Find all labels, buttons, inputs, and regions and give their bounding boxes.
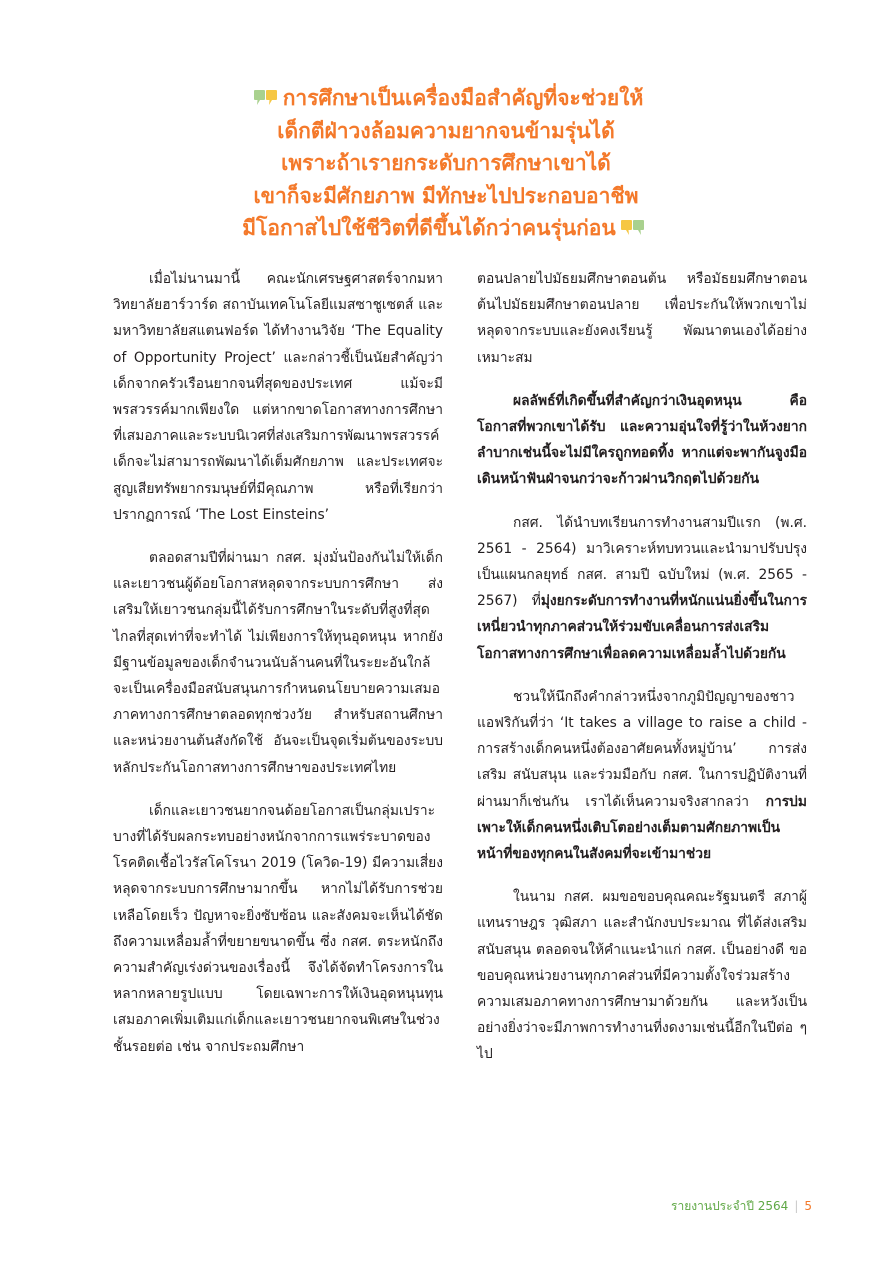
paragraph-strategy-bold: มุ่งยกระดับการทำงานที่หนักแน่นยิ่งขึ้นในการเหนี่ยวนำทุกภาคส่วนให้ร่วมขับเคลื่อนการส่งเสริมโอกาสทางการศึกษาเพื่อลดความเหลื่อมล้ำไปด้วยกัน (477, 593, 807, 662)
paragraph-strategy-text: กสศ. ได้นำบทเรียนการทำงานสามปีแรก (พ.ศ. 2561 - 2564) มาวิเคราะห์ทบทวนและนำมาปรับปรุงเป็นแผนกลยุทธ์ กสศ. สามปี ฉบับใหม่ (พ.ศ. 2565 - 2567) ที่ (477, 514, 807, 610)
paragraph-strategy (477, 510, 807, 667)
paragraph-result (477, 388, 807, 493)
pull-quote-line-1: การศึกษาเป็นเครื่องมือสำคัญที่จะช่วยให้ (130, 82, 762, 115)
footer-report-label: รายงานประจำปี 2564 (671, 1199, 789, 1213)
pull-quote-line-5: มีโอกาสไปใช้ชีวิตที่ดีขึ้นได้กว่าคนรุ่นก่อน (130, 212, 762, 245)
paragraph-three-years: ตลอดสามปีที่ผ่านมา กสศ. มุ่งมั่นป้องกันไม่ให้เด็กและเยาวชนผู้ด้อยโอกาสหลุดจากระบบการศึกษา ส่งเสริมให้เยาวชนกลุ่มนี้ได้รับการศึกษาในระดับที่สูงที่สุด ไกลที่สุดเท่าที่จะทำได้ ไม่เพียงการให้ทุนอุดหนุน หากยังมีฐานข้อมูลของเด็กจำนวนนับล้านคนที่ในระยะอันใกล้จะเป็นเครื่องมือสนับสนุนการกำหนดนโยบายความเสมอภาคทางการศึกษาตลอดทุกช่วงวัย สำหรับสถานศึกษาและหน่วยงานต้นสังกัดใช้ อันจะเป็นจุดเริ่มต้นของระบบหลักประกันโอกาสทางการศึกษาของประเทศไทย (113, 550, 443, 776)
paragraph-village-bold: การบ่มเพาะให้เด็กคนหนึ่งเติบโตอย่างเต็มตามศักยภาพเป็นหน้าที่ของทุกคนในสังคมที่จะเข้ามาช่วย (477, 793, 807, 863)
pull-quote-line-2: เด็กตีฝ่าวงล้อมความยากจนข้ามรุ่นได้ (277, 118, 615, 143)
page-number: 5 (804, 1199, 812, 1213)
pull-quote (130, 82, 762, 245)
paragraph-covid: เด็กและเยาวชนยากจนด้อยโอกาสเป็นกลุ่มเปราะบางที่ได้รับผลกระทบอย่างหนักจากการแพร่ระบาดของโรคติดเชื้อไวรัสโคโรนา 2019 (โควิด-19) มีความเสี่ยงหลุดจากระบบการศึกษามากขึ้น หากไม่ได้รับการช่วยเหลือโดยเร็ว ปัญหาจะยิ่งซับซ้อน และสังคมจะเห็นได้ชัดถึงความเหลื่อมล้ำที่ขยายขนาดขึ้น ซึ่ง กสศ. ตระหนักถึงความสำคัญเร่งด่วนของเรื่องนี้ จึงได้จัดทำโครงการในหลากหลายรูปแบบ โดยเฉพาะการให้เงินอุดหนุนทุนเสมอภาคเพิ่มเติมแก่เด็กและเยาวชนยากจนพิเศษในช่วงชั้นรอยต่อ เช่น จากประถมศึกษา (113, 802, 443, 1055)
page-footer (671, 1197, 812, 1216)
paragraph-continued: ตอนปลายไปมัธยมศึกษาตอนต้น หรือมัธยมศึกษาตอนต้นไปมัธยมศึกษาตอนปลาย เพื่อประกันให้พวกเขาไม่หลุดจากระบบและยังคงเรียนรู้ พัฒนาตนเองได้อย่างเหมาะสม (477, 271, 807, 366)
pull-quote-line-4: เขาก็จะมีศักยภาพ มีทักษะไปประกอบอาชีพ (253, 183, 639, 208)
quote-close-icon (620, 219, 646, 239)
paragraph-thanks: ในนาม กสศ. ผมขอขอบคุณคณะรัฐมนตรี สภาผู้แทนราษฎร วุฒิสภา และสำนักงบประมาณ ที่ได้ส่งเสริม สนับสนุน ตลอดจนให้คำแนะนำแก่ กสศ. เป็นอย่างดี ขอขอบคุณหน่วยงานทุกภาคส่วนที่มีความตั้งใจร่วมสร้างความเสมอภาคทางการศึกษามาด้วยกัน และหวังเป็นอย่างยิ่งว่าจะมีภาพการทำงานที่งดงามเช่นนี้อีกในปีต่อ ๆ ไป (477, 889, 807, 1063)
paragraph-result-bold: ผลลัพธ์ที่เกิดขึ้นที่สำคัญกว่าเงินอุดหนุน คือ โอกาสที่พวกเขาได้รับ และความอุ่นใจที่รู้ว่าในห้วงยากลำบากเช่นนี้จะไม่มีใครถูกทอดทิ้ง หากแต่จะพากันจูงมือเดินหน้าฟันฝ่าจนกว่าจะก้าวผ่านวิกฤตไปด้วยกัน (477, 392, 807, 488)
paragraph-village (477, 684, 807, 867)
left-column (113, 266, 443, 1077)
paragraph-research: เมื่อไม่นานมานี้ คณะนักเศรษฐศาสตร์จากมหาวิทยาลัยฮาร์วาร์ด สถาบันเทคโนโลยีแมสซาชูเซตส์ และมหาวิทยาลัยสแตนฟอร์ด ได้ทำงานวิจัย ‘The Equality of Opportunity Project’ และกล่าวชี้เป็นนัยสำคัญว่า เด็กจากครัวเรือนยากจนที่สุดของประเทศ แม้จะมีพรสวรรค์มากเพียงใด แต่หากขาดโอกาสทางการศึกษาที่เสมอภาคและระบบนิเวศที่ส่งเสริมการพัฒนาพรสวรรค์ เด็กจะไม่สามารถพัฒนาได้เต็มศักยภาพ และประเทศจะสูญเสียทรัพยากรมนุษย์ที่มีคุณภาพ หรือที่เรียกว่าปรากฏการณ์ ‘The Lost Einsteins’ (113, 271, 443, 523)
pull-quote-line-3: เพราะถ้าเรายกระดับการศึกษาเขาได้ (281, 151, 611, 175)
quote-open-icon (253, 89, 279, 109)
right-column (477, 266, 807, 1085)
paragraph-village-text: ชวนให้นึกถึงคำกล่าวหนึ่งจากภูมิปัญญาของชาวแอฟริกันที่ว่า ‘It takes a village to raise a child - การสร้างเด็กคนหนึ่งต้องอาศัยคนทั้งหมู่บ้าน’ การส่งเสริม สนับสนุน และร่วมมือกับ กสศ. ในการปฏิบัติงานที่ผ่านมาก็เช่นกัน เราได้เห็นความจริงสากลว่า (477, 688, 807, 810)
footer-separator: | (794, 1199, 799, 1213)
